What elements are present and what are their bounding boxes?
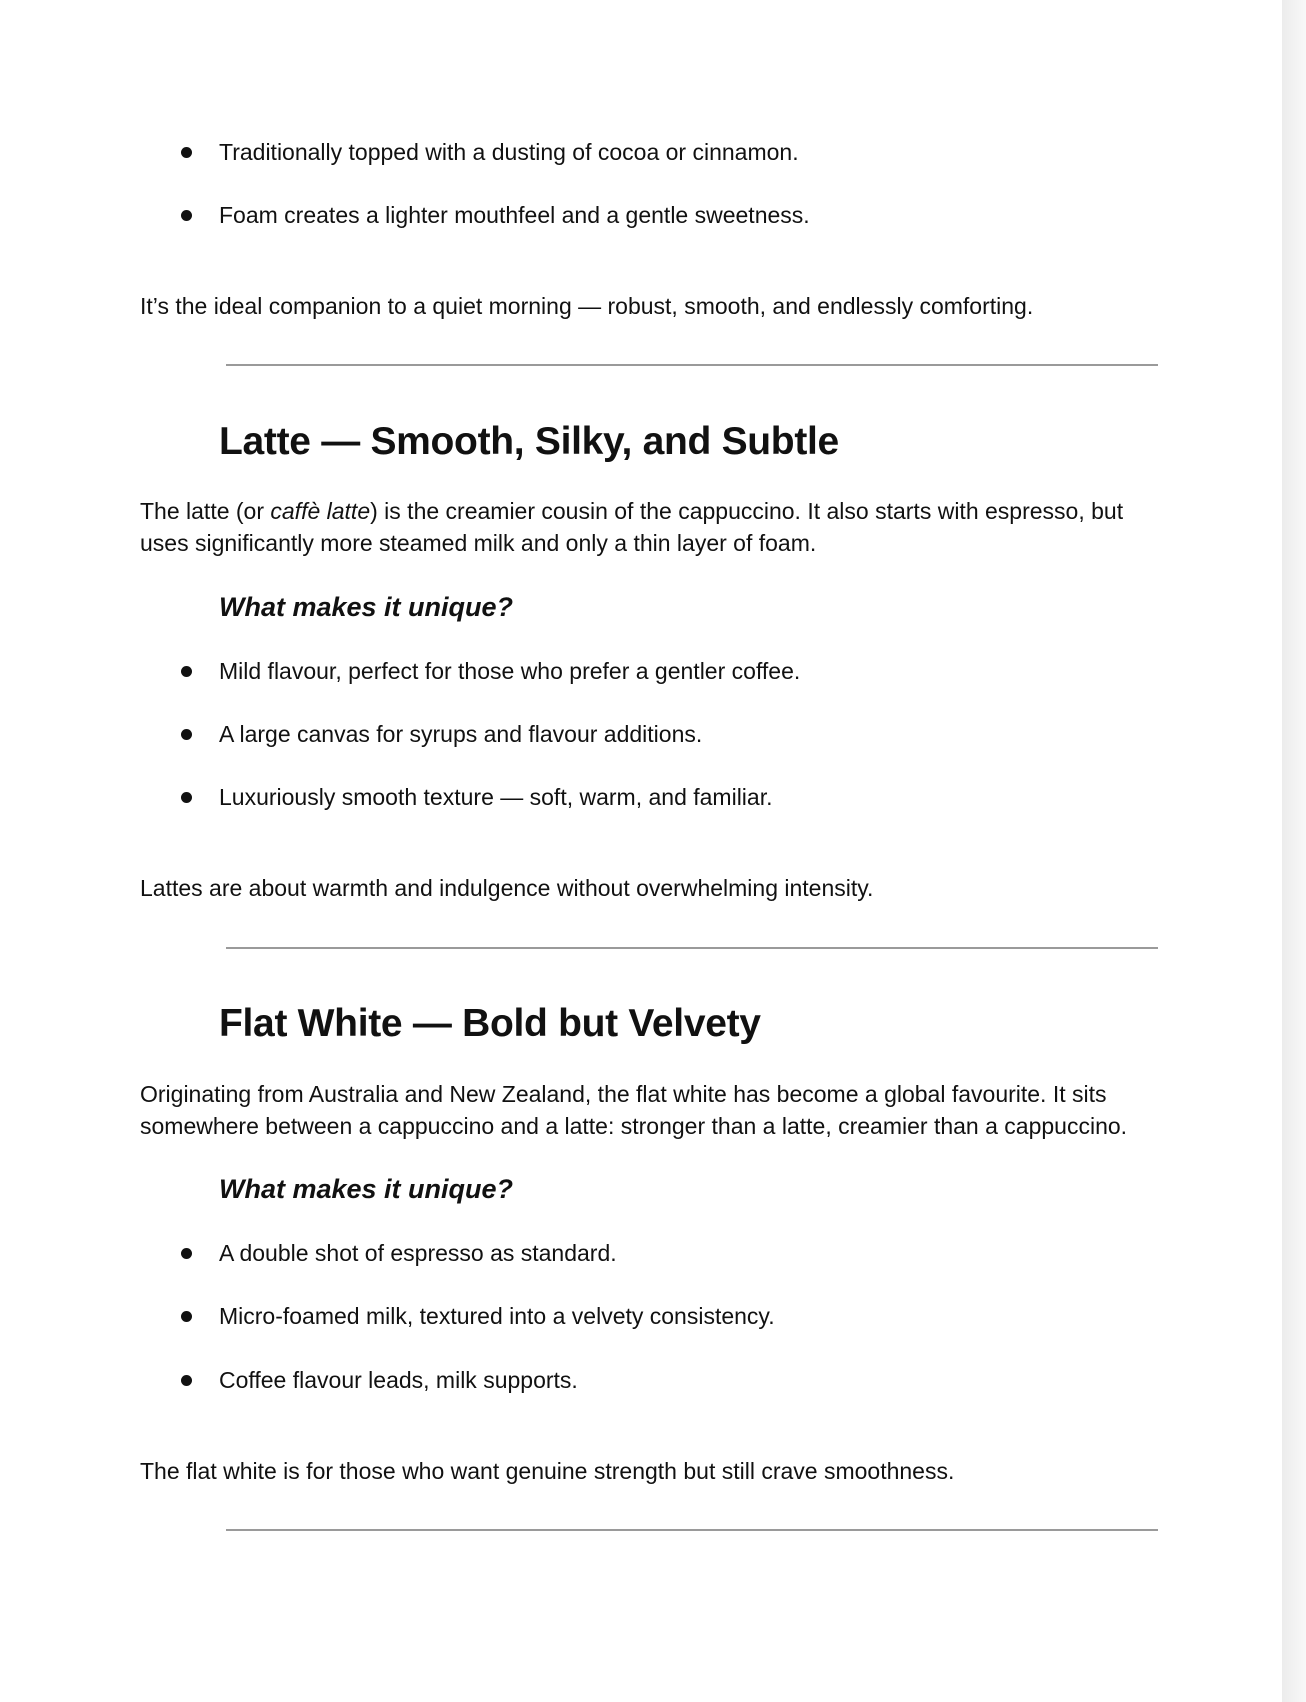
bullet-icon xyxy=(181,210,192,221)
horizontal-divider xyxy=(226,364,1158,366)
subheading-latte-unique: What makes it unique? xyxy=(219,592,514,622)
list-item-text: Luxuriously smooth texture — soft, warm, and familiar. xyxy=(219,784,773,810)
list-item-text: Traditionally topped with a dusting of cocoa or cinnamon. xyxy=(219,139,799,165)
bullet-icon xyxy=(181,147,192,158)
bullet-icon xyxy=(181,1375,192,1386)
list-item-text: Coffee flavour leads, milk supports. xyxy=(219,1367,578,1393)
horizontal-divider xyxy=(226,1529,1158,1531)
bullet-icon xyxy=(181,666,192,677)
list-item-text: Foam creates a lighter mouthfeel and a gentle sweetness. xyxy=(219,202,810,228)
list-item-text: A large canvas for syrups and flavour additions. xyxy=(219,721,703,747)
list-item-text: Micro-foamed milk, textured into a velvety consistency. xyxy=(219,1303,775,1329)
bullet-icon xyxy=(181,1248,192,1259)
bullet-icon xyxy=(181,792,192,803)
description-text: The latte (or xyxy=(140,498,271,524)
section-description-latte xyxy=(140,495,1160,559)
bullet-icon xyxy=(181,729,192,740)
page-gutter xyxy=(1282,0,1306,1702)
section-closing-text: The flat white is for those who want genuine strength but still crave smoothness. xyxy=(140,1458,955,1484)
list-item-text: Mild flavour, perfect for those who prefer a gentler coffee. xyxy=(219,658,801,684)
section-closing-text: Lattes are about warmth and indulgence without overwhelming intensity. xyxy=(140,875,874,901)
bullet-icon xyxy=(181,1311,192,1322)
horizontal-divider xyxy=(226,947,1158,949)
section-closing-text: It’s the ideal companion to a quiet morning — robust, smooth, and endlessly comforting. xyxy=(140,293,1034,319)
section-heading-latte: Latte — Smooth, Silky, and Subtle xyxy=(219,420,839,463)
section-heading-flat-white: Flat White — Bold but Velvety xyxy=(219,1002,761,1045)
description-text: ) is the creamier cousin of the cappuccino. It also starts with espresso, but uses significantly more steamed milk and only a thin layer of foam. xyxy=(140,498,1124,556)
section-description-flat-white: Originating from Australia and New Zealand, the flat white has become a global favourite. It sits somewhere between a cappuccino and a latte: stronger than a latte, creamier than a cappuccino. xyxy=(140,1081,1128,1139)
list-item-text: A double shot of espresso as standard. xyxy=(219,1240,617,1266)
subheading-flat-white-unique: What makes it unique? xyxy=(219,1174,514,1204)
description-emphasis: caffè latte xyxy=(270,498,371,524)
